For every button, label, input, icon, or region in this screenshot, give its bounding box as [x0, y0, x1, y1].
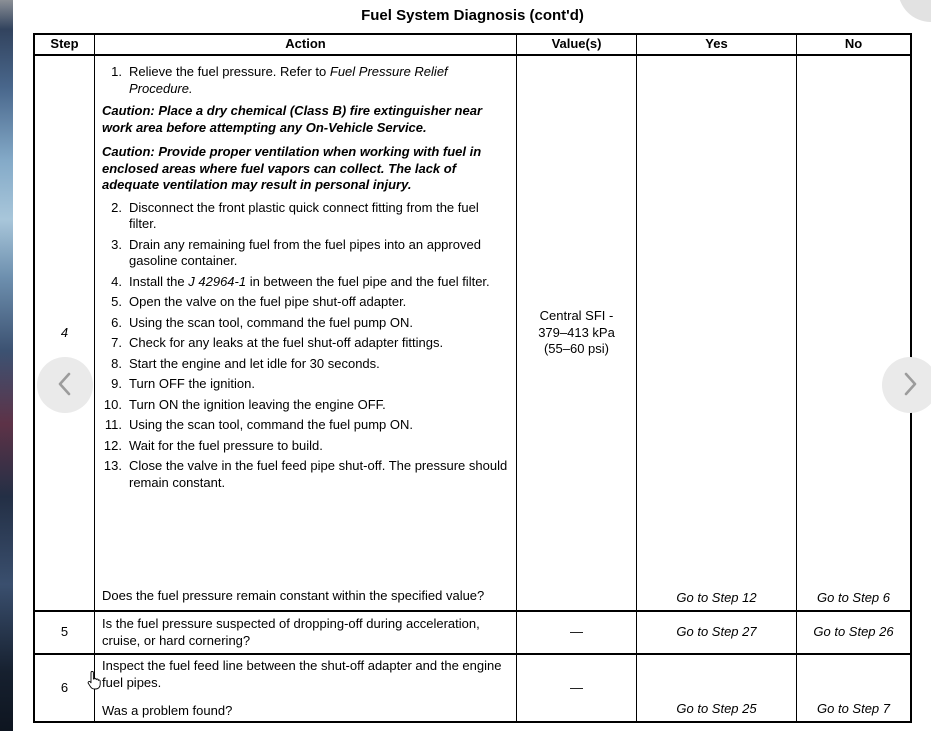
row-question: Does the fuel pressure remain constant within the specified value?	[102, 587, 485, 603]
action-item	[102, 200, 509, 233]
item-text: Check for any leaks at the fuel shut-off adapter fittings.	[129, 335, 444, 350]
action-item	[102, 237, 509, 270]
action-item	[102, 315, 509, 332]
item-text: Start the engine and let idle for 30 seconds.	[129, 355, 380, 371]
row-question: Was a problem found?	[102, 702, 233, 718]
chevron-left-icon	[55, 371, 75, 400]
item-text: Turn OFF the ignition.	[129, 376, 255, 391]
yes-cell-step-4: Go to Step 12	[637, 56, 797, 612]
step-number: 6	[35, 655, 95, 721]
value-line: 379–413 kPa	[538, 324, 615, 340]
item-text: Close the valve in the fuel feed pipe shut-off. The pressure should remain constant.	[129, 458, 508, 490]
value-cell-step-4	[517, 56, 637, 612]
item-number: 11.	[104, 417, 122, 432]
col-header-action: Action	[95, 35, 517, 56]
item-number: 12.	[103, 437, 122, 453]
action-cell-step-4	[95, 56, 517, 612]
col-header-yes: Yes	[637, 35, 797, 56]
diagnosis-table	[33, 33, 912, 723]
action-item	[102, 397, 509, 414]
item-text: Install the J 42964-1 in between the fuel pipe and the fuel filter.	[129, 273, 490, 289]
col-header-values: Value(s)	[517, 35, 637, 56]
caution-note: Caution: Provide proper ventilation when working with fuel in enclosed areas where fuel vapors can collect. The lack of adequate ventilation may result in personal injury.	[102, 144, 482, 192]
action-cell-step-6	[95, 655, 517, 721]
no-cell-step-4: Go to Step 6	[797, 56, 910, 612]
action-item	[102, 294, 509, 311]
col-header-no: No	[797, 35, 910, 56]
item-text: Turn ON the ignition leaving the engine OFF.	[129, 396, 386, 412]
no-cell-step-5: Go to Step 26	[797, 612, 910, 655]
item-text: Wait for the fuel pressure to build.	[129, 437, 323, 453]
page-title: Fuel System Diagnosis (cont'd)	[361, 7, 584, 24]
action-item	[102, 274, 509, 291]
item-text: Drain any remaining fuel from the fuel pipes into an approved gasoline container.	[129, 236, 481, 268]
background-photo-strip	[0, 0, 13, 731]
item-number: 8.	[111, 355, 122, 371]
item-number: 5.	[111, 294, 122, 309]
yes-cell-step-5: Go to Step 27	[637, 612, 797, 655]
action-item	[102, 458, 509, 491]
action-item	[102, 335, 509, 352]
item-text: Open the valve on the fuel pipe shut-off adapter.	[129, 294, 407, 309]
item-text: Disconnect the front plastic quick connect fitting from the fuel filter.	[129, 199, 479, 231]
item-text: Using the scan tool, command the fuel pump ON.	[129, 417, 413, 432]
action-item	[102, 64, 509, 97]
item-text: Using the scan tool, command the fuel pump ON.	[129, 314, 413, 330]
chevron-right-icon	[900, 371, 920, 400]
action-item	[102, 417, 509, 434]
step-number: 4	[35, 56, 95, 612]
value-line: (55–60 psi)	[543, 341, 610, 357]
item-number: 6.	[111, 314, 122, 330]
yes-cell-step-6: Go to Step 25	[637, 655, 797, 721]
item-number: 9.	[111, 376, 122, 391]
value-cell-step-6: —	[517, 655, 637, 721]
value-cell-step-5: —	[517, 612, 637, 655]
value-line: Central SFI -	[539, 308, 614, 324]
action-item	[102, 438, 509, 455]
item-text: Relieve the fuel pressure. Refer to Fuel Pressure Relief Procedure.	[129, 64, 448, 96]
item-number: 7.	[111, 335, 122, 350]
item-number: 3.	[111, 236, 122, 252]
action-cell-step-5	[95, 612, 517, 655]
step-number: 5	[35, 612, 95, 655]
next-page-button[interactable]	[882, 357, 931, 413]
action-item	[102, 376, 509, 393]
previous-page-button[interactable]	[37, 357, 93, 413]
row-text: Is the fuel pressure suspected of dropping-off during acceleration, cruise, or hard cornering?	[102, 616, 480, 648]
row-text: Inspect the fuel feed line between the shut-off adapter and the engine fuel pipes.	[102, 658, 502, 690]
item-number: 13.	[103, 458, 122, 473]
col-header-step: Step	[35, 35, 95, 56]
caution-note: Caution: Place a dry chemical (Class B) fire extinguisher near work area before attempting any On-Vehicle Service.	[102, 103, 483, 135]
action-item	[102, 356, 509, 373]
item-number: 1.	[111, 64, 122, 79]
item-number: 2.	[111, 199, 122, 215]
no-cell-step-6: Go to Step 7	[817, 700, 890, 716]
item-number: 10.	[103, 396, 122, 412]
item-number: 4.	[111, 273, 122, 289]
